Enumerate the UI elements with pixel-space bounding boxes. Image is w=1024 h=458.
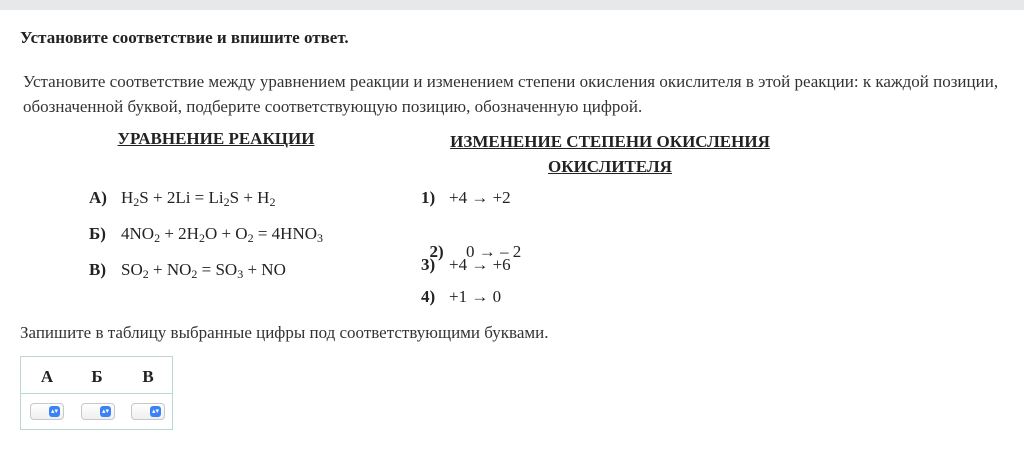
- answer-instruction: Запишите в таблицу выбранные цифры под соответствующими буквами.: [20, 323, 549, 342]
- reaction-letter: Б): [89, 224, 106, 243]
- change-number: 2): [429, 242, 444, 261]
- reaction-row-c: [89, 260, 286, 280]
- change-text: 0 → – 2: [457, 242, 522, 261]
- updown-chevron-icon: ▴▾: [151, 407, 160, 415]
- answer-select-c[interactable]: [131, 403, 165, 420]
- reaction-row-a: [89, 188, 275, 208]
- answer-header-a: А: [40, 367, 54, 386]
- top-bar: [0, 0, 1024, 10]
- change-number: 1): [421, 188, 436, 207]
- column-header-changes: [420, 129, 800, 179]
- updown-chevron-icon: ▴▾: [101, 407, 110, 415]
- change-row-1: [421, 188, 511, 208]
- reaction-row-b: [89, 224, 323, 244]
- answer-header-c: В: [142, 367, 154, 386]
- change-text: +1 → 0: [449, 287, 502, 306]
- reaction-equation: $H_2S + 2Li = Li_2S + H_2$: [121, 188, 276, 209]
- reaction-equation: $4NO_2 + 2H_2O + O_2 = 4HNO_3$: [121, 224, 324, 245]
- column-header-changes-line1: ИЗМЕНЕНИЕ СТЕПЕНИ ОКИСЛЕНИЯ: [450, 132, 770, 151]
- column-header-reactions: УРАВНЕНИЕ РЕАКЦИИ: [117, 129, 315, 148]
- answer-table: [20, 356, 173, 430]
- change-number: 3): [421, 255, 436, 274]
- reaction-equation: $SO_2 + NO_2 = SO_3$ + NO: [121, 260, 286, 281]
- updown-chevron-icon: ▴▾: [50, 407, 59, 415]
- change-row-4: [421, 287, 501, 307]
- change-number: 4): [421, 287, 436, 306]
- reaction-letter: А): [89, 188, 107, 207]
- change-row-3: [421, 255, 511, 275]
- column-header-changes-line2: ОКИСЛИТЕЛЯ: [548, 157, 672, 176]
- task-intro: Установите соответствие между уравнением реакции и изменением степени окисления окислителя в этой реакции: к каждой позиции, обозначенной буквой, подберите соответствующую позицию, обозначенную цифрой.: [23, 72, 999, 116]
- answer-header-b: Б: [91, 367, 103, 386]
- answer-select-b[interactable]: [81, 403, 115, 420]
- answer-select-a[interactable]: [30, 403, 64, 420]
- change-text: +4 → +6: [449, 255, 511, 274]
- change-text: +4 → +2: [449, 188, 511, 207]
- answer-table-divider: [21, 393, 172, 394]
- task-title: Установите соответствие и впишите ответ.: [20, 28, 349, 47]
- reaction-letter: В): [89, 260, 106, 279]
